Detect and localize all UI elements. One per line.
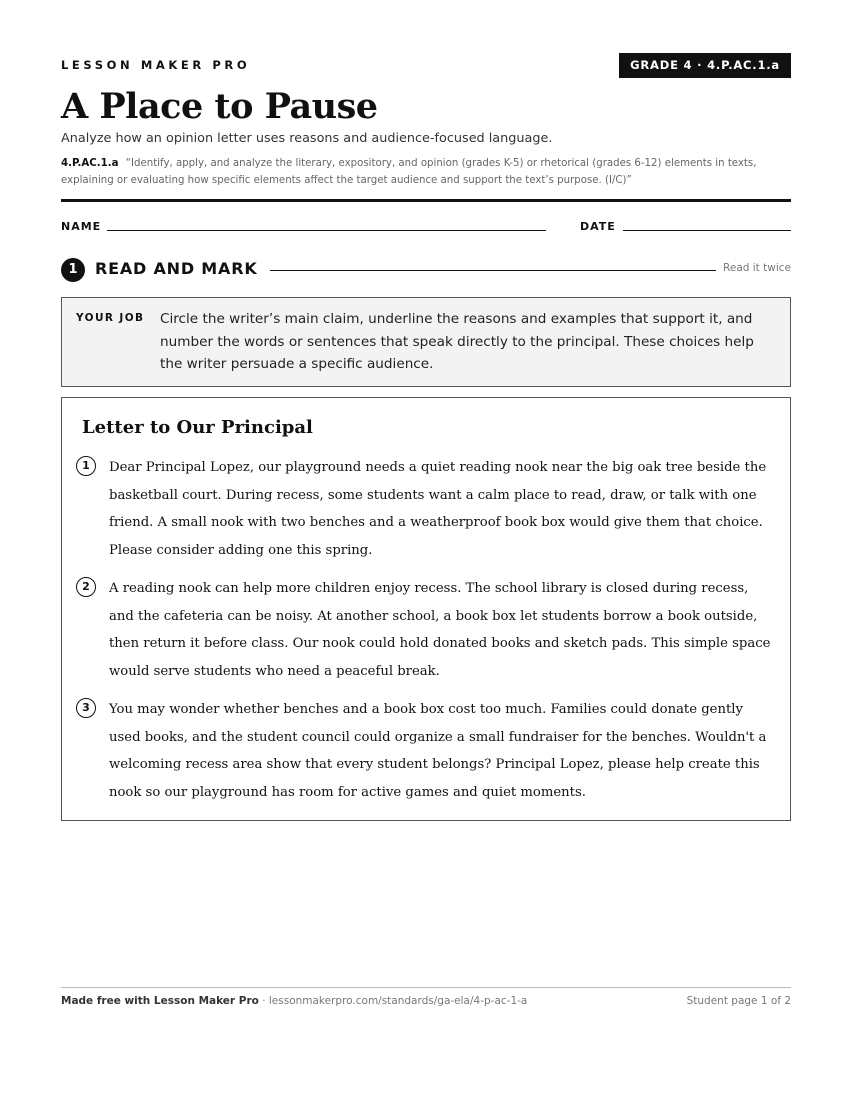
your-job-box [61, 297, 791, 387]
page-subtitle: Analyze how an opinion letter uses reasons and audience-focused language. [61, 131, 553, 146]
footer-credit [61, 995, 527, 1007]
section-note: Read it twice [723, 262, 791, 274]
letter-title: Letter to Our Principal [82, 417, 313, 438]
page-title: A Place to Pause [61, 86, 378, 127]
name-field[interactable] [107, 230, 546, 231]
section-divider [270, 270, 716, 271]
header-divider [61, 199, 791, 202]
standard-description [61, 155, 791, 189]
date-field[interactable] [623, 230, 791, 231]
grade-badge: GRADE 4 · 4.P.AC.1.a [619, 53, 791, 78]
name-label: NAME [61, 220, 102, 233]
date-label: DATE [580, 220, 616, 233]
section-number: 1 [61, 258, 85, 282]
footer-divider [61, 987, 791, 988]
brand-name: LESSON MAKER PRO [61, 58, 251, 72]
footer-made-with: Made free with Lesson Maker Pro [61, 995, 259, 1007]
section-header [61, 257, 791, 283]
your-job-text: Circle the writer’s main claim, underline the reasons and examples that support it, and number the words or sentences that speak directly to the principal. These choices help the writer persuade a specific audience. [160, 311, 754, 373]
standard-text: “Identify, apply, and analyze the literary, expository, and opinion (grades K-5) or rhetorical (grades 6-12) elements in texts, explaining or evaluating how specific elements affect the target audience and support the text’s purpose. (I/C)” [61, 158, 757, 186]
paragraph-number: 3 [76, 698, 96, 718]
paragraph-number: 1 [76, 456, 96, 476]
footer-page-number: Student page 1 of 2 [686, 995, 791, 1007]
paragraph-text: Dear Principal Lopez, our playground needs a quiet reading nook near the big oak tree beside the basketball court. During recess, some students want a calm place to read, draw, or talk with one friend. A small nook with two benches and a weatherproof book box would give them that choice. Please consider adding one this spring. [109, 460, 767, 558]
worksheet-page [61, 0, 791, 1100]
footer-url[interactable]: · lessonmakerpro.com/standards/ga-ela/4-p-ac-1-a [258, 995, 528, 1007]
letter-box [61, 397, 791, 821]
section-title: READ AND MARK [95, 259, 258, 278]
standard-code: 4.P.AC.1.a [61, 158, 119, 169]
paragraph-text: You may wonder whether benches and a book box cost too much. Families could donate gently used books, and the student council could organize a small fundraiser for the benches. Wouldn't a welcoming recess area show that every student belongs? Principal Lopez, please help create this nook so our playground has room for active games and quiet moments. [109, 702, 767, 800]
paragraph-number: 2 [76, 577, 96, 597]
your-job-label: YOUR JOB [76, 312, 145, 324]
name-date-row [61, 220, 791, 234]
paragraph-text: A reading nook can help more children enjoy recess. The school library is closed during recess, and the cafeteria can be noisy. At another school, a book box let students borrow a book outside, then return it before class. Our nook could hold donated books and sketch pads. This simple space would serve students who need a peaceful break. [109, 581, 771, 679]
